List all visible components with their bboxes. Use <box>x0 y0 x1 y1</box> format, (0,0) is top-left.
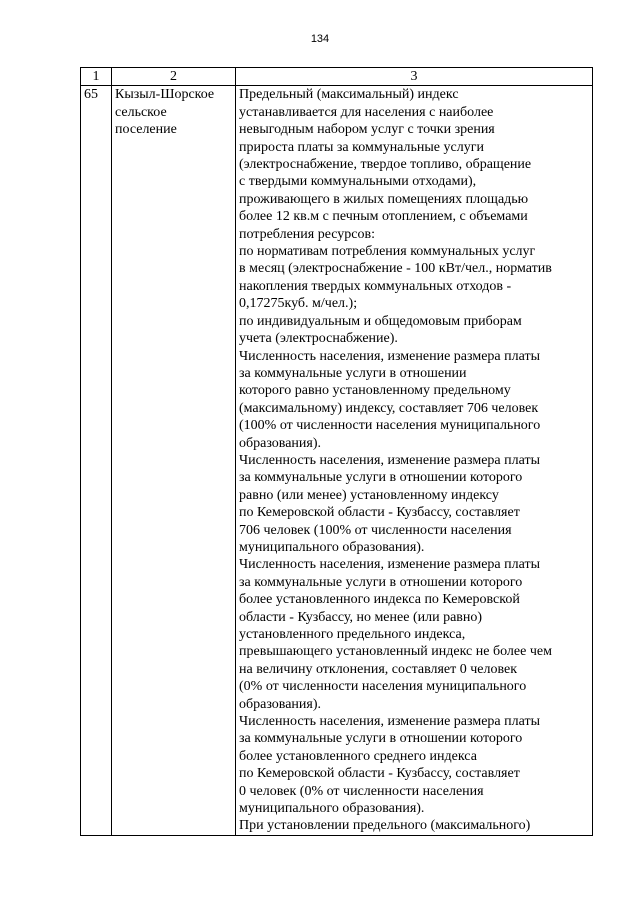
settlement-name-line: поселение <box>115 122 177 138</box>
description-line: за коммунальные услуги в отношении которого <box>239 470 523 486</box>
description-line: учета (электроснабжение). <box>239 331 398 347</box>
description-line: устанавливается для населения с наиболее <box>239 104 494 120</box>
settlement-name <box>112 86 236 835</box>
description-line: более установленного индекса по Кемеровской <box>239 592 520 608</box>
header-col-3: 3 <box>236 68 593 86</box>
description-line: потребления ресурсов: <box>239 226 376 242</box>
description-line: муниципального образования). <box>239 539 425 555</box>
description-line: (0% от численности населения муниципального <box>239 679 527 695</box>
table-header-row <box>81 68 593 86</box>
index-table <box>80 67 593 836</box>
description-line: муниципального образования). <box>239 801 425 817</box>
description-line: проживающего в жилых помещениях площадью <box>239 191 529 207</box>
description-line: невыгодным набором услуг с точки зрения <box>239 122 495 138</box>
description-line: за коммунальные услуги в отношении <box>239 365 467 381</box>
description-line: более установленного среднего индекса <box>239 748 477 764</box>
description-line: превышающего установленный индекс не более чем <box>239 644 552 660</box>
description-line: 706 человек (100% от численности населения <box>239 522 512 538</box>
description-line: Численность населения, изменение размера платы <box>239 452 540 468</box>
description-line: установленного предельного индекса, <box>239 627 466 642</box>
description-line: по Кемеровской области - Кузбассу, составляет <box>239 766 520 782</box>
description-line: Численность населения, изменение размера платы <box>239 348 540 364</box>
description-line: При установлении предельного (максимального) <box>239 818 531 834</box>
header-col-1: 1 <box>81 68 112 86</box>
header-col-2: 2 <box>112 68 236 86</box>
description-line: на величину отклонения, составляет 0 человек <box>239 661 518 677</box>
description-line: (100% от численности населения муниципального <box>239 418 541 434</box>
description-line: в месяц (электроснабжение - 100 кВт/чел., норматив <box>239 261 552 277</box>
description-line: Численность населения, изменение размера платы <box>239 714 540 730</box>
description-line: прироста платы за коммунальные услуги <box>239 139 484 155</box>
description-line: с твердыми коммунальными отходами), <box>239 174 477 190</box>
settlement-name-line: сельское <box>115 104 167 120</box>
description-line: по Кемеровской области - Кузбассу, составляет <box>239 505 520 521</box>
settlement-name-line: Кызыл-Шорское <box>115 87 215 103</box>
description-line: образования). <box>239 435 322 451</box>
description-line: за коммунальные услуги в отношении которого <box>239 574 523 590</box>
page-number: 134 <box>310 33 330 45</box>
description-line: по индивидуальным и общедомовым приборам <box>239 313 522 329</box>
description-line: Предельный (максимальный) индекс <box>239 87 459 103</box>
description-line: за коммунальные услуги в отношении которого <box>239 731 523 747</box>
description-line: (электроснабжение, твердое топливо, обращение <box>239 157 532 173</box>
table-row <box>81 86 593 835</box>
description-line: (максимальному) индексу, составляет 706 человек <box>239 400 539 416</box>
description-line: по нормативам потребления коммунальных услуг <box>239 244 536 260</box>
description-line: равно (или менее) установленному индексу <box>239 487 499 503</box>
description-line: 0 человек (0% от численности населения <box>239 783 484 799</box>
description-line: 0,17275куб. м/чел.); <box>239 296 358 312</box>
row-number: 65 <box>81 86 112 835</box>
description-line: накопления твердых коммунальных отходов - <box>239 278 512 294</box>
description-line: более 12 кв.м с печным отоплением, с объемами <box>239 209 528 225</box>
index-description <box>236 86 593 835</box>
description-line: образования). <box>239 696 322 712</box>
description-line: которого равно установленному предельному <box>239 383 511 399</box>
description-line: Численность населения, изменение размера платы <box>239 557 540 573</box>
description-line: области - Кузбассу, но менее (или равно) <box>239 609 483 625</box>
